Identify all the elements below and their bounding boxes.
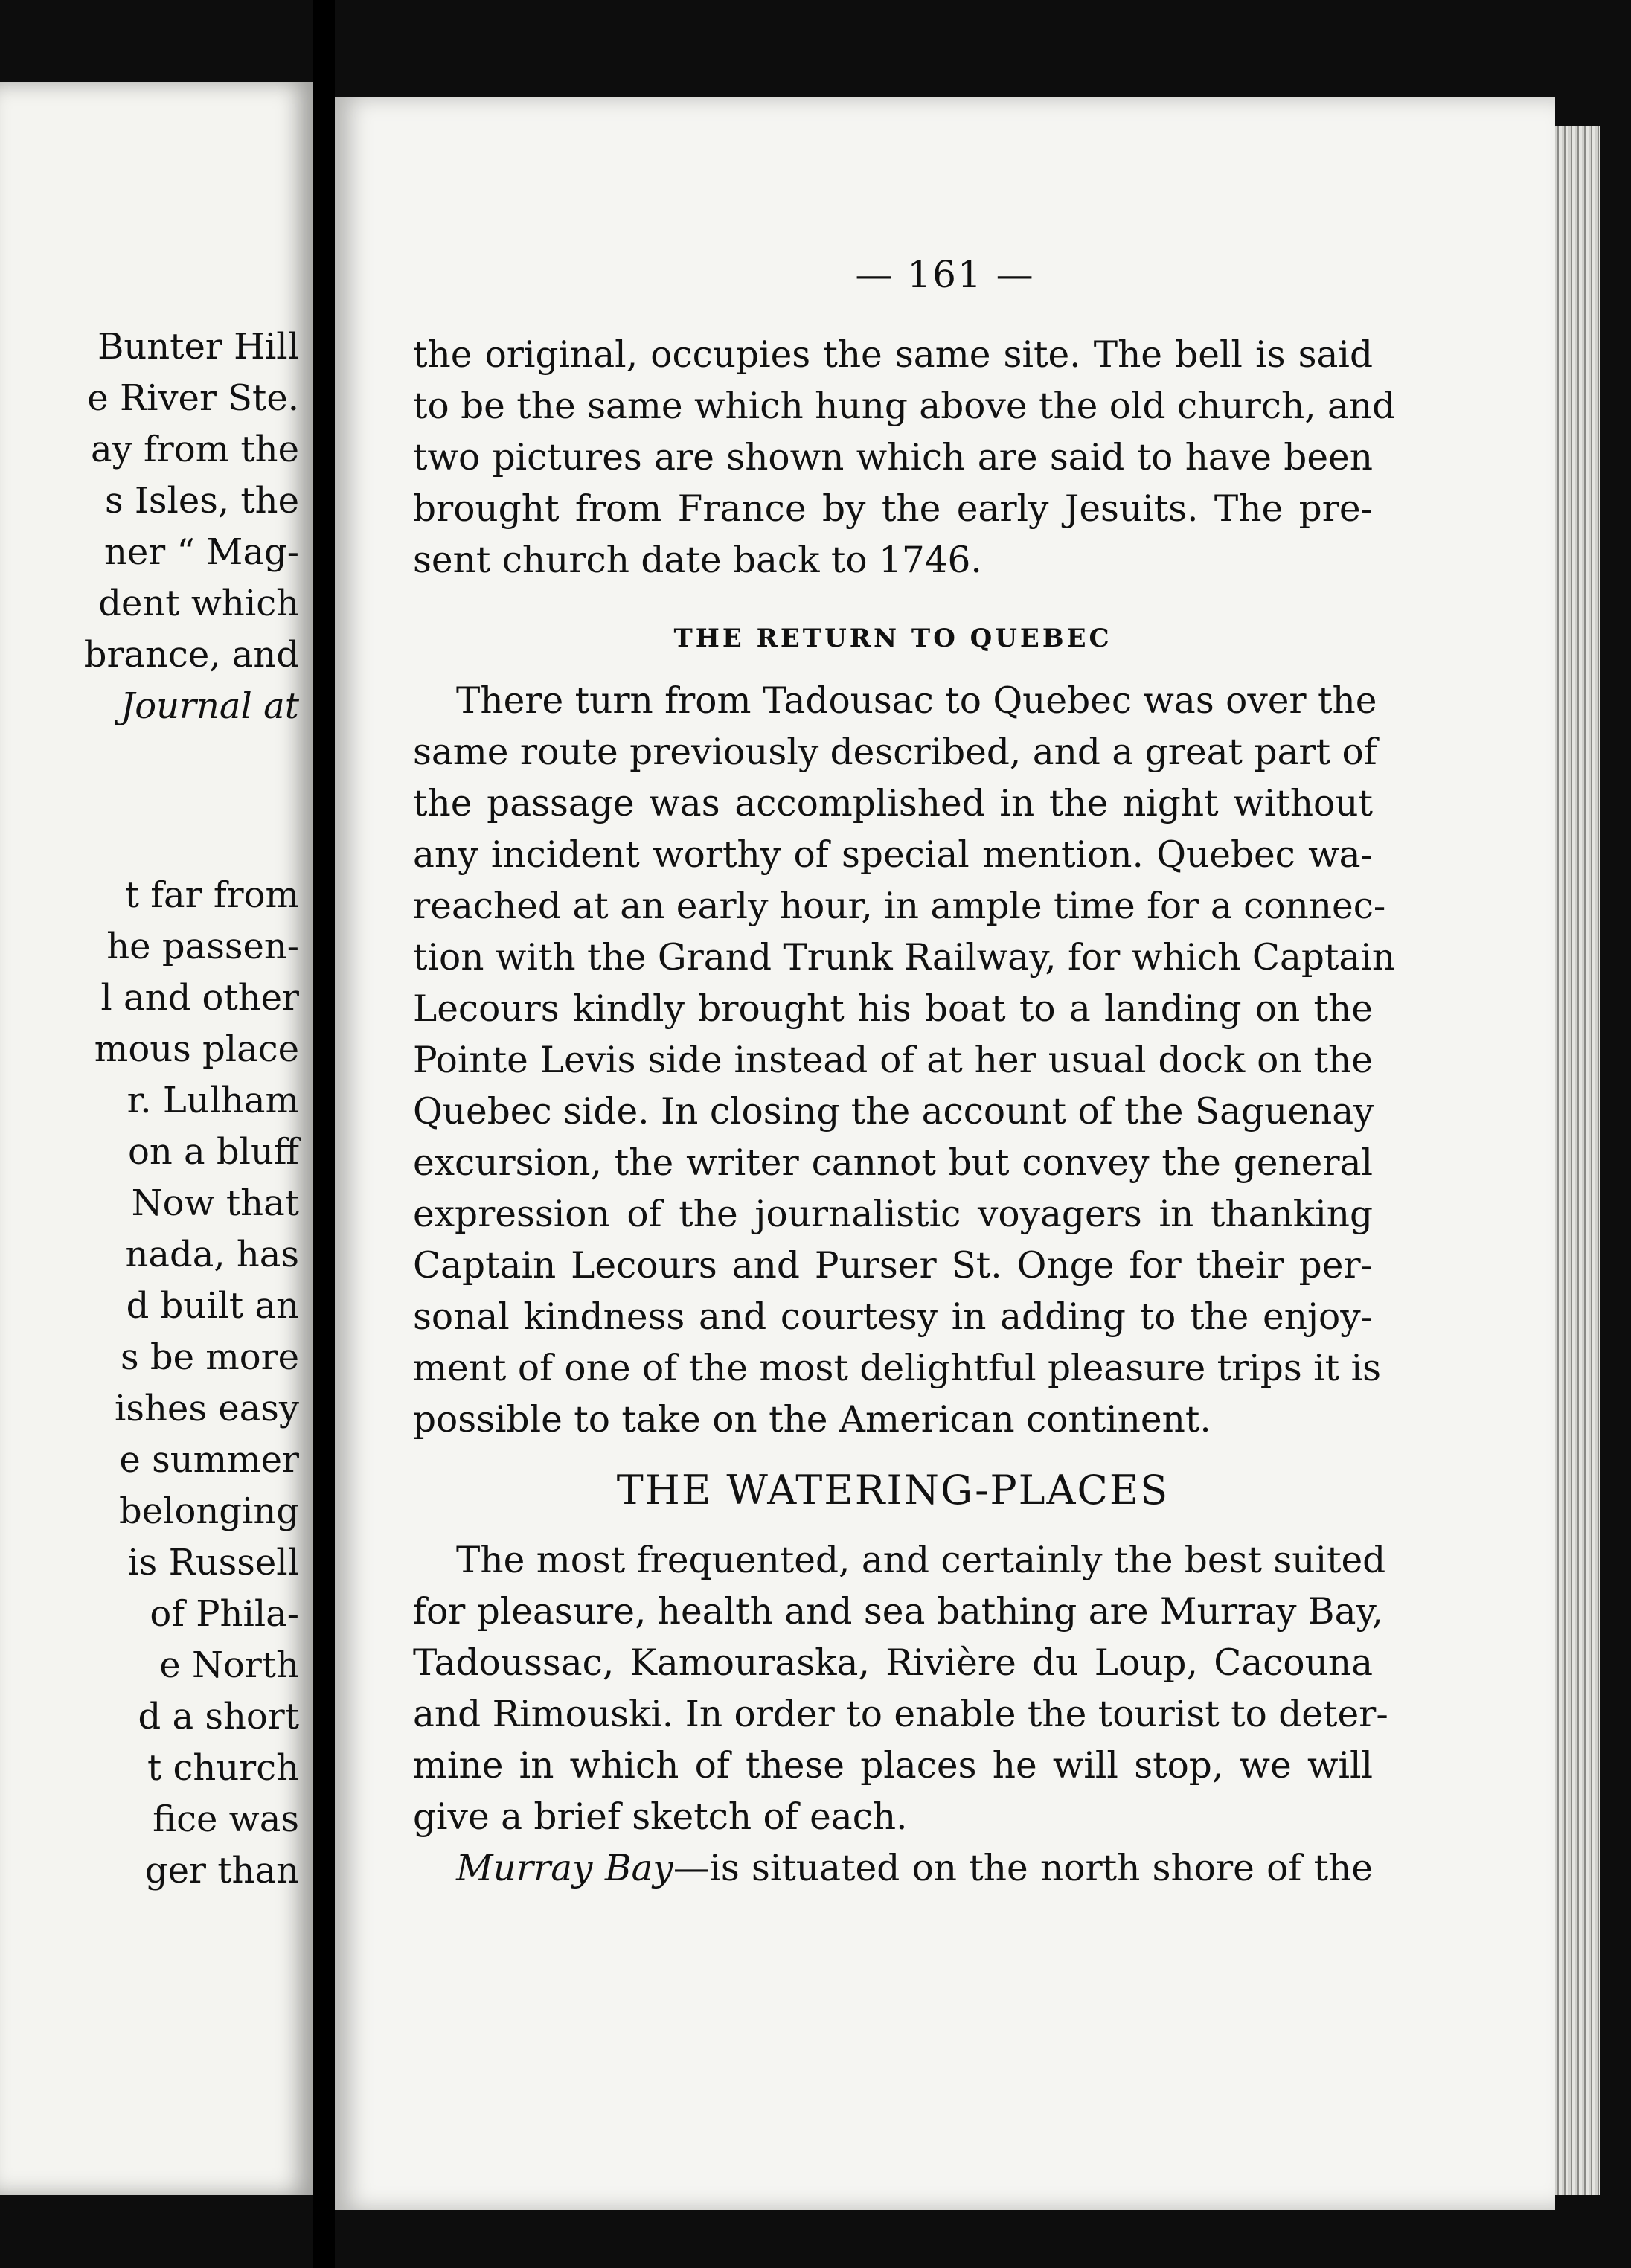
- body-line: two pictures are shown which are said to have been: [413, 437, 1373, 478]
- left-line: d a short: [138, 1696, 299, 1737]
- body-text: —is situated on the north shore of the: [673, 1848, 1373, 1889]
- left-line: Journal at: [120, 685, 299, 727]
- book-gutter: [313, 0, 335, 2268]
- left-line: is Russell: [127, 1542, 299, 1583]
- left-line: mous place: [94, 1028, 299, 1070]
- body-line-murray-bay: [413, 1843, 1373, 1894]
- section-heading-watering-places: THE WATERING-PLACES: [616, 1467, 1170, 1513]
- body-line: Tadoussac, Kamouraska, Rivière du Loup, Cacouna: [413, 1642, 1373, 1684]
- place-name-italic: Murray Bay: [456, 1848, 673, 1889]
- left-line: e River Ste.: [87, 377, 299, 419]
- left-line: of Phila-: [150, 1593, 299, 1635]
- left-line: s Isles, the: [105, 480, 299, 522]
- page-edge: [1555, 126, 1600, 2195]
- left-line: on a bluff: [127, 1131, 299, 1173]
- page-number: — 161 —: [855, 253, 1035, 296]
- left-line: Now that: [131, 1182, 299, 1224]
- body-line: mine in which of these places he will stop, we will: [413, 1745, 1373, 1787]
- left-line: fice was: [153, 1798, 299, 1840]
- left-line: Bunter Hill: [97, 326, 299, 368]
- left-gap: [1, 732, 299, 870]
- left-line: dent which: [98, 583, 299, 624]
- left-line: t far from: [124, 874, 299, 916]
- left-line: s be more: [120, 1336, 299, 1378]
- body-line: There turn from Tadousac to Quebec was over the: [456, 680, 1377, 722]
- body-line: expression of the journalistic voyagers in thanking: [413, 1194, 1373, 1235]
- body-line: sonal kindness and courtesy in adding to the enjoy-: [413, 1296, 1373, 1338]
- body-line: give a brief sketch of each.: [413, 1796, 908, 1838]
- body-line: brought from France by the early Jesuits. The pre-: [413, 488, 1373, 530]
- body-line: sent church date back to 1746.: [413, 539, 982, 581]
- body-line: same route previously described, and a great part of: [413, 731, 1377, 773]
- left-line: e North: [159, 1644, 299, 1686]
- left-line: belonging: [118, 1490, 299, 1532]
- left-line: r. Lulham: [126, 1080, 299, 1121]
- left-line: e summer: [119, 1439, 299, 1481]
- left-page: [0, 82, 313, 2195]
- right-page: [335, 97, 1555, 2210]
- left-line: brance, and: [83, 634, 299, 676]
- left-line: nada, has: [125, 1234, 299, 1275]
- left-line: ger than: [144, 1850, 299, 1891]
- body-line: The most frequented, and certainly the best suited: [456, 1540, 1386, 1581]
- left-line: d built an: [126, 1285, 299, 1327]
- body-line: and Rimouski. In order to enable the tourist to deter-: [413, 1694, 1388, 1735]
- body-line: for pleasure, health and sea bathing are Murray Bay,: [413, 1591, 1383, 1633]
- body-line: excursion, the writer cannot but convey the general: [413, 1142, 1373, 1184]
- body-line: Lecours kindly brought his boat to a landing on the: [413, 988, 1373, 1030]
- left-line: ay from the: [91, 429, 299, 470]
- body-line: any incident worthy of special mention. Quebec wa-: [413, 834, 1373, 876]
- body-line: the passage was accomplished in the night without: [413, 783, 1373, 824]
- left-line: ner “ Mag-: [103, 531, 299, 573]
- body-line: Quebec side. In closing the account of the Saguenay: [413, 1091, 1374, 1133]
- body-line: reached at an early hour, in ample time for a connec-: [413, 885, 1386, 927]
- body-line: the original, occupies the same site. The bell is said: [413, 334, 1373, 376]
- left-line: he passen-: [106, 926, 299, 967]
- body-line: Captain Lecours and Purser St. Onge for their per-: [413, 1245, 1373, 1287]
- left-line: l and other: [100, 977, 299, 1019]
- body-line: ment of one of the most delightful pleasure trips it is: [413, 1348, 1381, 1389]
- page-body: [413, 330, 1396, 1894]
- left-line: ishes easy: [115, 1388, 299, 1429]
- section-heading-return: THE RETURN TO QUEBEC: [673, 624, 1112, 653]
- body-line: Pointe Levis side instead of at her usual dock on the: [413, 1040, 1373, 1081]
- body-line: possible to take on the American continent.: [413, 1399, 1211, 1441]
- body-line: tion with the Grand Trunk Railway, for which Captain: [413, 937, 1396, 978]
- left-line: t church: [147, 1747, 299, 1789]
- body-line: to be the same which hung above the old church, and: [413, 385, 1396, 427]
- left-page-text: [1, 321, 299, 1897]
